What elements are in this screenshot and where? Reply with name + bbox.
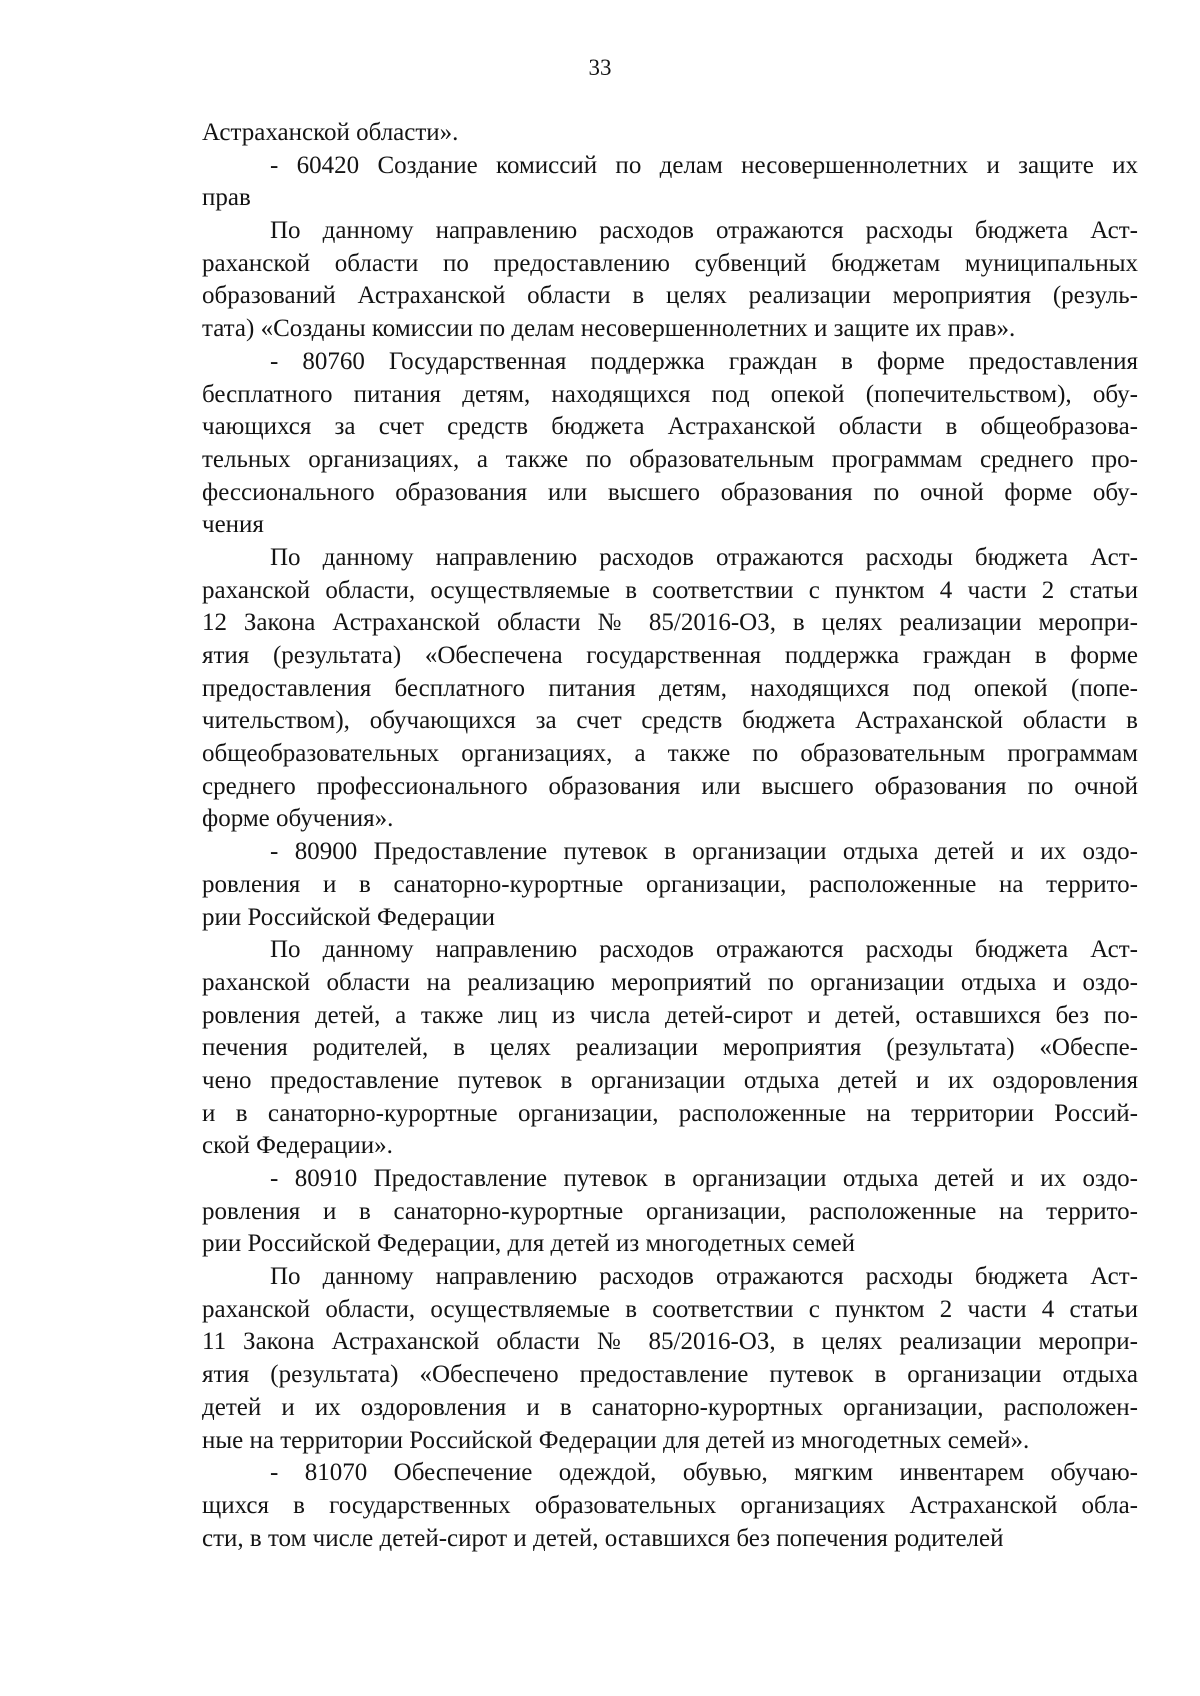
text-line: раханской области на реализацию мероприятий по организации отдыха и оздо- (202, 968, 1138, 996)
text-line: 11 Закона Астраханской области № 85/2016-ОЗ, в целях реализации меропри- (202, 1328, 1138, 1356)
text-line: - 80900 Предоставление путевок в организации отдыха детей и их оздо- (270, 838, 1138, 866)
text-line: По данному направлению расходов отражаются расходы бюджета Аст- (270, 217, 1138, 245)
text-line: По данному направлению расходов отражаются расходы бюджета Аст- (270, 543, 1138, 571)
text-line: ятия (результата) «Обеспечено предоставление путевок в организации отдыха (202, 1361, 1138, 1389)
text-line: ровления детей, а также лиц из числа детей-сирот и детей, оставшихся без по- (202, 1001, 1138, 1029)
text-line: чительством), обучающихся за счет средств бюджета Астраханской области в (202, 707, 1138, 735)
text-line: чено предоставление путевок в организации отдыха детей и их оздоровления (202, 1066, 1138, 1094)
text-line: образований Астраханской области в целях реализации мероприятия (резуль- (202, 282, 1138, 310)
text-line: форме обучения». (202, 805, 394, 833)
text-line: - 80910 Предоставление путевок в организации отдыха детей и их оздо- (270, 1165, 1138, 1192)
page-number: 33 (588, 55, 612, 80)
text-line: По данному направлению расходов отражаются расходы бюджета Аст- (270, 936, 1138, 964)
text-line: фессионального образования или высшего образования по очной форме обу- (202, 478, 1138, 506)
text-line: рии Российской Федерации, для детей из многодетных семей (202, 1230, 856, 1258)
text-line: ятия (результата) «Обеспечена государственная поддержка граждан в форме (202, 642, 1138, 669)
text-line: среднего профессионального образования или высшего образования по очной (202, 772, 1138, 800)
text-line: тата) «Созданы комиссии по делам несовершеннолетних и защите их прав». (202, 315, 1016, 343)
text-line: ровления и в санаторно-курортные организации, расположенные на террито- (202, 870, 1138, 898)
text-line: детей и их оздоровления и в санаторно-курортных организации, расположен- (202, 1393, 1138, 1421)
text-line: предоставления бесплатного питания детям, находящихся под опекой (попе- (202, 674, 1138, 702)
text-line: раханской области, осуществляемые в соответствии с пунктом 2 части 4 статьи (202, 1295, 1138, 1323)
text-line: тельных организациях, а также по образовательным программам среднего про- (202, 445, 1138, 473)
text-line: Астраханской области». (202, 119, 459, 146)
text-line: раханской области по предоставлению субвенций бюджетам муниципальных (202, 249, 1138, 277)
text-line: бесплатного питания детям, находящихся под опекой (попечительством), обу- (202, 380, 1138, 408)
text-line: раханской области, осуществляемые в соответствии с пунктом 4 части 2 статьи (202, 576, 1138, 604)
text-line: щихся в государственных образовательных организациях Астраханской обла- (202, 1491, 1138, 1519)
text-line: По данному направлению расходов отражаются расходы бюджета Аст- (270, 1263, 1138, 1291)
text-line: - 80760 Государственная поддержка граждан в форме предоставления (270, 347, 1138, 375)
text-line: чающихся за счет средств бюджета Астраханской области в общеобразова- (202, 413, 1138, 441)
text-line: ровления и в санаторно-курортные организации, расположенные на террито- (202, 1197, 1138, 1225)
text-line: ской Федерации». (202, 1132, 393, 1160)
text-line: чения (202, 511, 264, 539)
text-line: рии Российской Федерации (202, 903, 496, 931)
text-line: прав (202, 184, 251, 212)
text-line: сти, в том числе детей-сирот и детей, оставшихся без попечения родителей (202, 1524, 1004, 1552)
text-line: ные на территории Российской Федерации для детей из многодетных семей». (202, 1426, 1030, 1454)
document-body (202, 117, 1138, 1555)
text-line: - 81070 Обеспечение одеждой, обувью, мягким инвентарем обучаю- (270, 1459, 1138, 1487)
text-line: и в санаторно-курортные организации, расположенные на территории Россий- (202, 1099, 1138, 1127)
text-line: - 60420 Создание комиссий по делам несовершеннолетних и защите их (270, 151, 1138, 179)
text-line: общеобразовательных организациях, а также по образовательным программам (202, 740, 1138, 768)
text-line: печения родителей, в целях реализации мероприятия (результата) «Обеспе- (202, 1034, 1138, 1062)
text-line: 12 Закона Астраханской области № 85/2016-ОЗ, в целях реализации меропри- (202, 609, 1138, 637)
